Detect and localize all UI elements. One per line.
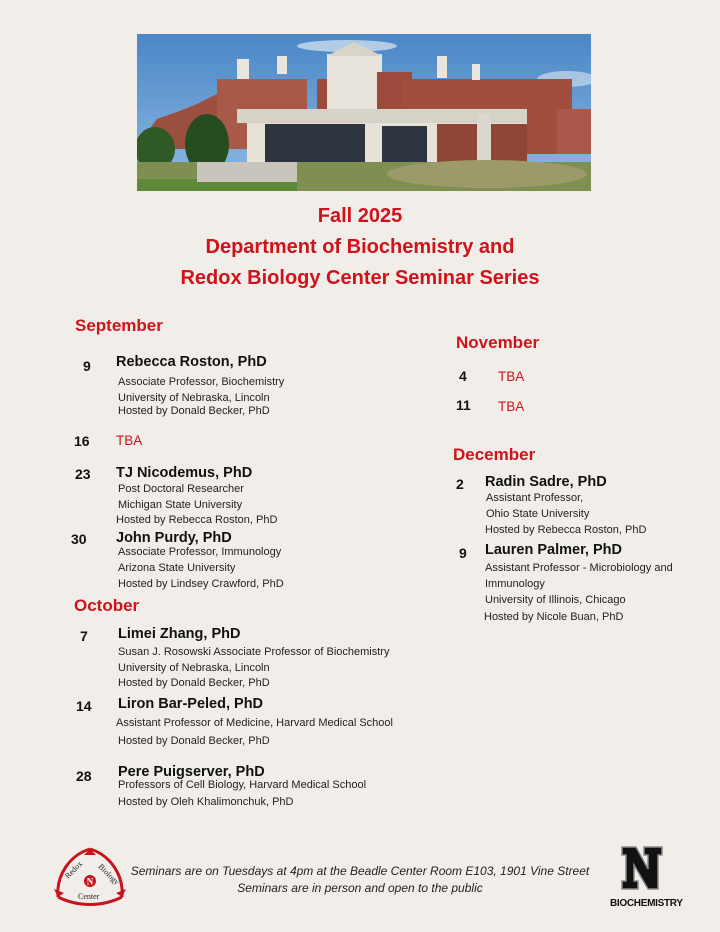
speaker-name: John Purdy, PhD [116,530,232,546]
speaker-title: Assistant Professor, [486,492,584,504]
speaker-host: Hosted by Donald Becker, PhD [118,405,270,417]
svg-text:Center: Center [78,892,100,901]
event-day: 9 [83,358,91,374]
speaker-affiliation: Arizona State University [118,562,236,574]
speaker-affiliation: Ohio State University [486,508,590,520]
speaker-host: Hosted by Rebecca Roston, PhD [116,514,278,526]
tba-label: TBA [116,433,143,448]
speaker-host: Hosted by Rebecca Roston, PhD [485,524,647,536]
event-day: 4 [459,368,467,384]
event-day: 7 [80,628,88,644]
month-october: October [74,596,140,615]
speaker-affiliation: University of Illinois, Chicago [485,594,626,606]
speaker-title: Post Doctoral Researcher [118,483,244,495]
nebraska-n-icon [618,845,666,891]
biochemistry-label: BIOCHEMISTRY [610,898,683,909]
footer-location: Seminars are on Tuesdays at 4pm at the Beadle Center Room E103, 1901 Vine Street [130,864,590,878]
speaker-host: Hosted by Nicole Buan, PhD [484,611,624,623]
svg-text:N: N [86,876,94,887]
speaker-title: Susan J. Rosowski Associate Professor of Biochemistry [118,646,390,658]
speaker-name: Liron Bar-Peled, PhD [118,696,264,712]
event-day: 28 [76,768,92,784]
event-day: 11 [456,397,471,413]
speaker-title-cont: Immunology [485,578,545,590]
speaker-title: Professors of Cell Biology, Harvard Medical School [118,779,367,791]
month-september: September [75,316,163,335]
speaker-name: Rebecca Roston, PhD [116,354,267,370]
event-day: 2 [456,476,464,492]
event-day: 9 [459,545,467,561]
event-day: 30 [71,531,87,547]
speaker-name: Radin Sadre, PhD [485,474,607,490]
speaker-title: Associate Professor, Immunology [118,546,282,558]
speaker-name: Pere Puigserver, PhD [118,764,265,780]
footer-public-note: Seminars are in person and open to the public [237,881,483,895]
title-series: Redox Biology Center Seminar Series [180,267,540,289]
speaker-title: Associate Professor, Biochemistry [118,376,285,388]
speaker-host: Hosted by Donald Becker, PhD [118,735,270,747]
speaker-affiliation: Michigan State University [118,499,243,511]
svg-text:Biology: Biology [96,862,122,887]
speaker-affiliation: University of Nebraska, Lincoln [118,662,270,674]
speaker-host: Hosted by Lindsey Crawford, PhD [118,578,284,590]
tba-label: TBA [498,399,525,414]
svg-text:Redox: Redox [63,859,85,881]
speaker-name: Limei Zhang, PhD [118,626,241,642]
speaker-host: Hosted by Donald Becker, PhD [118,677,270,689]
month-december: December [453,445,536,464]
building-photo [137,34,591,191]
nebraska-biochemistry-logo [610,845,683,911]
month-november: November [456,333,540,352]
speaker-title: Assistant Professor - Microbiology and [485,562,673,574]
speaker-affiliation: University of Nebraska, Lincoln [118,392,270,404]
event-day: 14 [76,698,92,714]
speaker-host: Hosted by Oleh Khalimonchuk, PhD [118,796,294,808]
title-department: Department of Biochemistry and [205,236,515,258]
event-day: 23 [75,466,91,482]
speaker-name: Lauren Palmer, PhD [485,542,622,558]
speaker-name: TJ Nicodemus, PhD [116,465,253,481]
title-term: Fall 2025 [317,205,403,227]
speaker-title: Assistant Professor of Medicine, Harvard Medical School [116,717,393,729]
tba-label: TBA [498,369,525,384]
event-day: 16 [74,433,90,449]
